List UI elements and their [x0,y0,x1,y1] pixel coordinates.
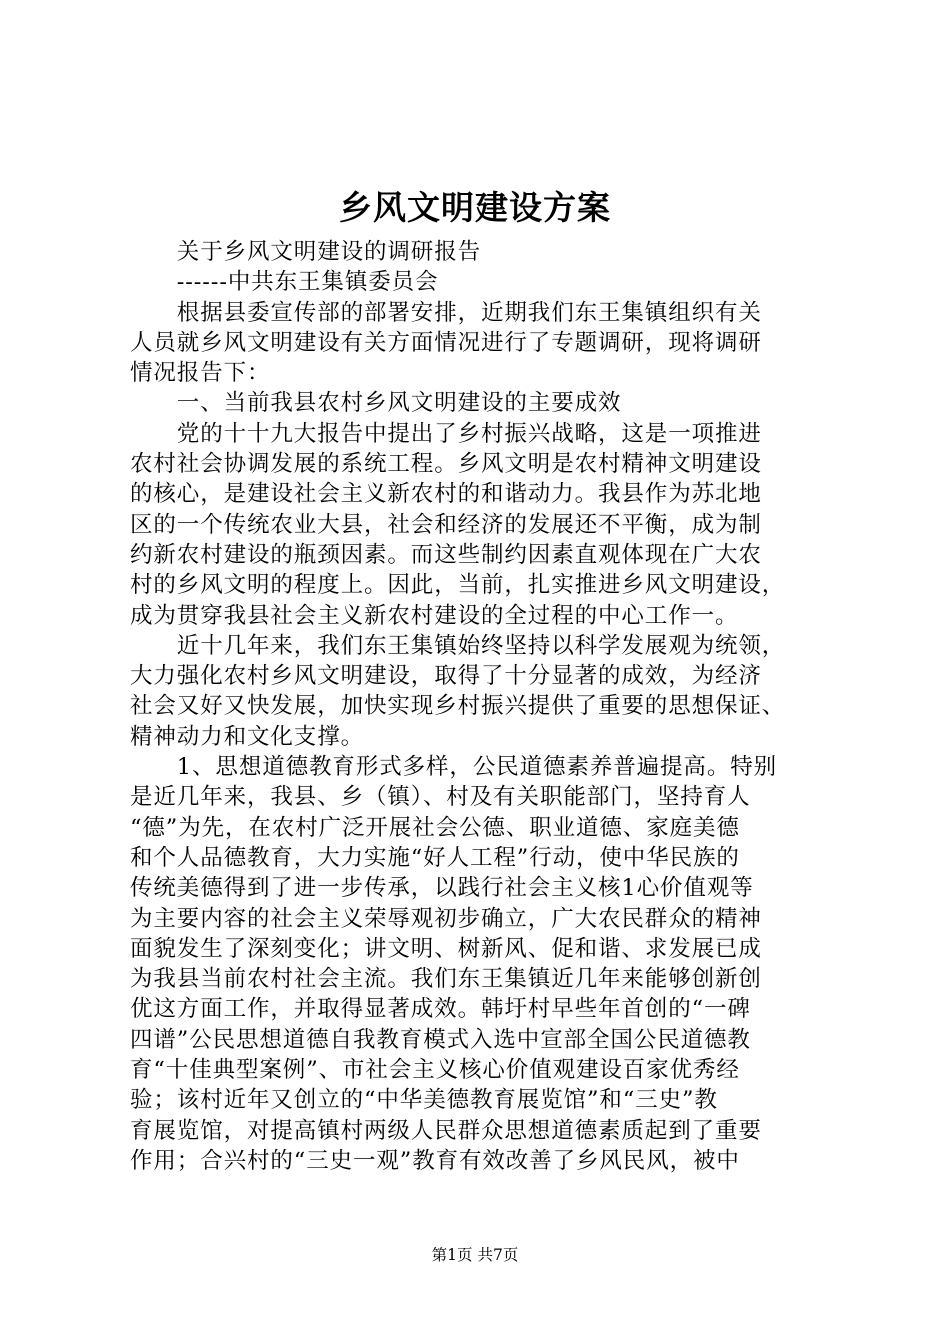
text-line: 一、当前我县农村乡风文明建设的主要成效 [130,390,622,417]
text-line: 传统美德得到了进一步传承，以践行社会主义核1心价值观等 [130,875,754,902]
text-line: 成为贯穿我县社会主义新农村建设的全过程的中心工作一。 [130,602,739,629]
text-line: 根据县委宣传部的部署安排，近期我们东王集镇组织有关 [130,299,762,326]
text-line: 育展览馆，对提高镇村两级人民群众思想道德素质起到了重要 [130,1117,762,1144]
text-line: 作用；合兴村的“三史一观”教育有效改善了乡风民风，被中 [130,1147,740,1174]
text-line: 社会又好又快发展，加快实现乡村振兴提供了重要的思想保证、 [130,693,786,720]
text-line: 农村社会协调发展的系统工程。乡风文明是农村精神文明建设 [130,451,762,478]
text-line: 优这方面工作，并取得显著成效。韩圩村早些年首创的“一碑 [130,996,751,1023]
text-line: 为主要内容的社会主义荣辱观初步确立，广大农民群众的精神 [130,905,762,932]
text-line: 育“十佳典型案例”、市社会主义核心价值观建设百家优秀经 [130,1057,740,1084]
text-line: 村的乡风文明的程度上。因此，当前，扎实推进乡风文明建设， [130,572,786,599]
text-line: 党的十十九大报告中提出了乡村振兴战略，这是一项推进 [130,420,762,447]
text-line: 的核心，是建设社会主义新农村的和谐动力。我县作为苏北地 [130,481,762,508]
text-line: 1、思想道德教育形式多样，公民道德素养普遍提高。特别 [130,754,778,781]
text-line: 四谱”公民思想道德自我教育模式入选中宣部全国公民道德教 [130,1026,751,1053]
text-line: 面貌发生了深刻变化；讲文明、树新风、促和谐、求发展已成 [130,935,762,962]
page-indicator: 第1页 共7页 [431,1246,519,1264]
document-body [130,237,827,1176]
text-line: 关于乡风文明建设的调研报告 [130,239,482,265]
text-line: 人员就乡风文明建设有关方面情况进行了专题调研，现将调研 [130,329,762,356]
text-line: 情况报告下： [130,360,271,387]
text-line: 是近几年来，我县、乡（镇）、村及有关职能部门，坚持育人 [130,784,751,811]
document-title: 乡风文明建设方案 [339,188,611,227]
text-line: ------中共东王集镇委员会 [130,269,439,296]
text-line: 为我县当前农村社会主流。我们东王集镇近几年来能够创新创 [130,966,762,993]
text-line: 验；该村近年又创立的“中华美德教育展览馆”和“三史”教 [130,1087,718,1114]
text-line: 和个人品德教育，大力实施“好人工程”行动，使中华民族的 [130,844,740,871]
text-line: “德”为先，在农村广泛开展社会公德、职业道德、家庭美德 [130,814,740,841]
text-line: 约新农村建设的瓶颈因素。而这些制约因素直观体现在广大农 [130,541,762,568]
text-line: 精神动力和文化支撑。 [130,723,365,750]
text-line: 近十几年来，我们东王集镇始终坚持以科学发展观为统领， [130,632,786,659]
text-line: 区的一个传统农业大县，社会和经济的发展还不平衡，成为制 [130,511,762,538]
text-line: 大力强化农村乡风文明建设，取得了十分显著的成效，为经济 [130,663,762,690]
